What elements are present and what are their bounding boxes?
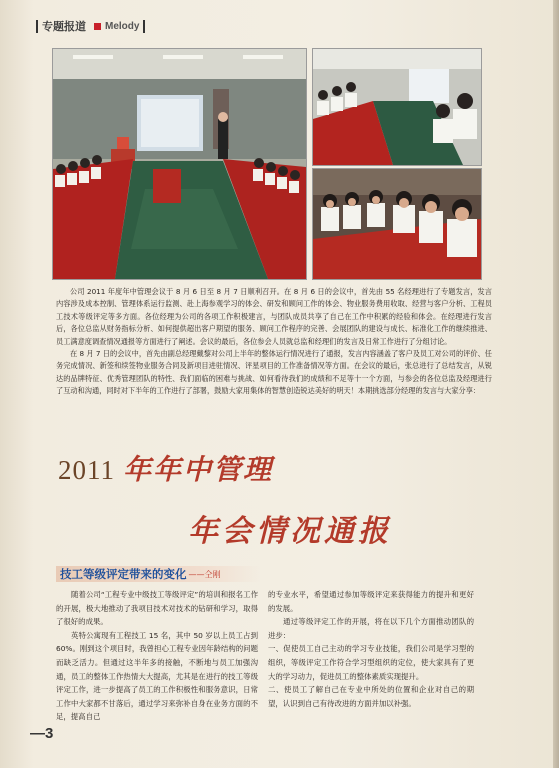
- right-paragraph-1: 的专业水平，希望通过参加等级评定来获得能力的提升和更好的发展。: [268, 590, 474, 613]
- intro-text: [56, 286, 492, 398]
- lower-right-meeting-photo: [312, 168, 482, 280]
- section-heading: [56, 566, 260, 582]
- right-paragraph-3: 一、促使员工自己主动的学习专业技能，我们公司是学习型的组织，等级评定工作符合学习型组织的定位，使大家具有了更大的学习动力，促进员工的整体素质实现提升。: [268, 644, 474, 681]
- section-author: ——仝刚: [188, 569, 221, 579]
- intro-paragraph-2: 在 8 月 7 日的会议中，首先由副总经理戴黎对公司上半年的整体运行情况进行了通报，发言内容涵盖了客户及员工对公司的评价、任务完成情况、新签和续签物业服务合同及新项目进驻情况、评星项目的工作准备情况等方面。在会议的最后，张总进行了总结发言，从锐达的品牌特征、优秀管理团队的特性、我们面临的困难与挑战、如何看待我们的成绩和不足等十一个方面，与参会的各位总监及经理进行了互动和沟通，同时对下半年的工作进行了部署，鼓励大家用集体的智慧创造锐达美好的明天！本期挑选部分经理的发言与大家分享：: [56, 349, 492, 396]
- header-divider: [36, 20, 38, 33]
- right-paragraph-2: 通过等级评定工作的开展，将在以下几个方面推动团队的进步：: [268, 617, 474, 640]
- main-meeting-photo: [52, 48, 307, 280]
- article-left-column: [56, 588, 258, 724]
- page-spine: [553, 0, 559, 768]
- section-title: 专题报道: [42, 20, 86, 33]
- article-right-column: [268, 588, 474, 710]
- left-paragraph-2: 英特公寓现有工程技工 15 名，其中 50 岁以上员工占到 60%。刚到这个项目时，我曾担心工程专业因年龄结构的问题而缺乏活力。但通过这半年多的接触，不断地与员工加强沟通，员工的整体工作热情大大提高，尤其是在进行的技工等级评定工作，进一步提高了员工的工作积极性和服务意识，日常工作中大家都不甘落后，通过学习来弥补自身在业务方面的不足，提高自己: [56, 630, 258, 722]
- intro-paragraph-1: 公司 2011 年度年中管理会议于 8 月 6 日至 8 月 7 日顺利召开。在 8 月 6 日的会议中，首先由 55 名经理进行了专题发言，发言内容涉及成本控制、管理体系运行监测、赴上海参观学习的体会、研发和顾问工作的体会、物业服务费用收取、经营与客户分析、工程员工技术等级评定等多方面。各位经理为公司的各项工作积极建言，与团队成员共享了自己在工作中积累的经验和体会。在经理进行发言后，各位总监从财务指标分析、如何提供超出客户期望的服务、顾问工作程序的完善、会展团队的建设与成长、标准化工作的继续推进、员工满意度调查情况通报等方面进行了阐述。会议的最后，各位参会人员就总监和经理们的发言及日常工作进行了分组讨论。: [56, 287, 492, 346]
- article-title-line-1: [58, 448, 273, 488]
- page-number: —3: [30, 725, 54, 742]
- brand-name: Melody: [105, 20, 140, 32]
- left-paragraph-1: 随着公司“工程专业中级技工等级评定”的培训和报名工作的开展，极大地推动了我项目技术对技术的钻研和学习，取得了很好的成果。: [56, 590, 258, 627]
- right-paragraph-4: 二、使员工了解自己在专业中所处的位置和企业对自己的期望，认识到自己有待改进的方面并加以补强。: [268, 685, 474, 708]
- section-header: [36, 18, 145, 34]
- title-calligraphy-1: 年年中管理: [123, 453, 274, 486]
- title-calligraphy-2: 年会情况通报: [188, 514, 392, 549]
- header-divider-right: [143, 20, 145, 33]
- red-square-icon: [94, 23, 101, 30]
- section-heading-text: 技工等级评定带来的变化: [60, 567, 187, 581]
- title-year: 2011: [58, 455, 115, 485]
- upper-right-meeting-photo: [312, 48, 482, 166]
